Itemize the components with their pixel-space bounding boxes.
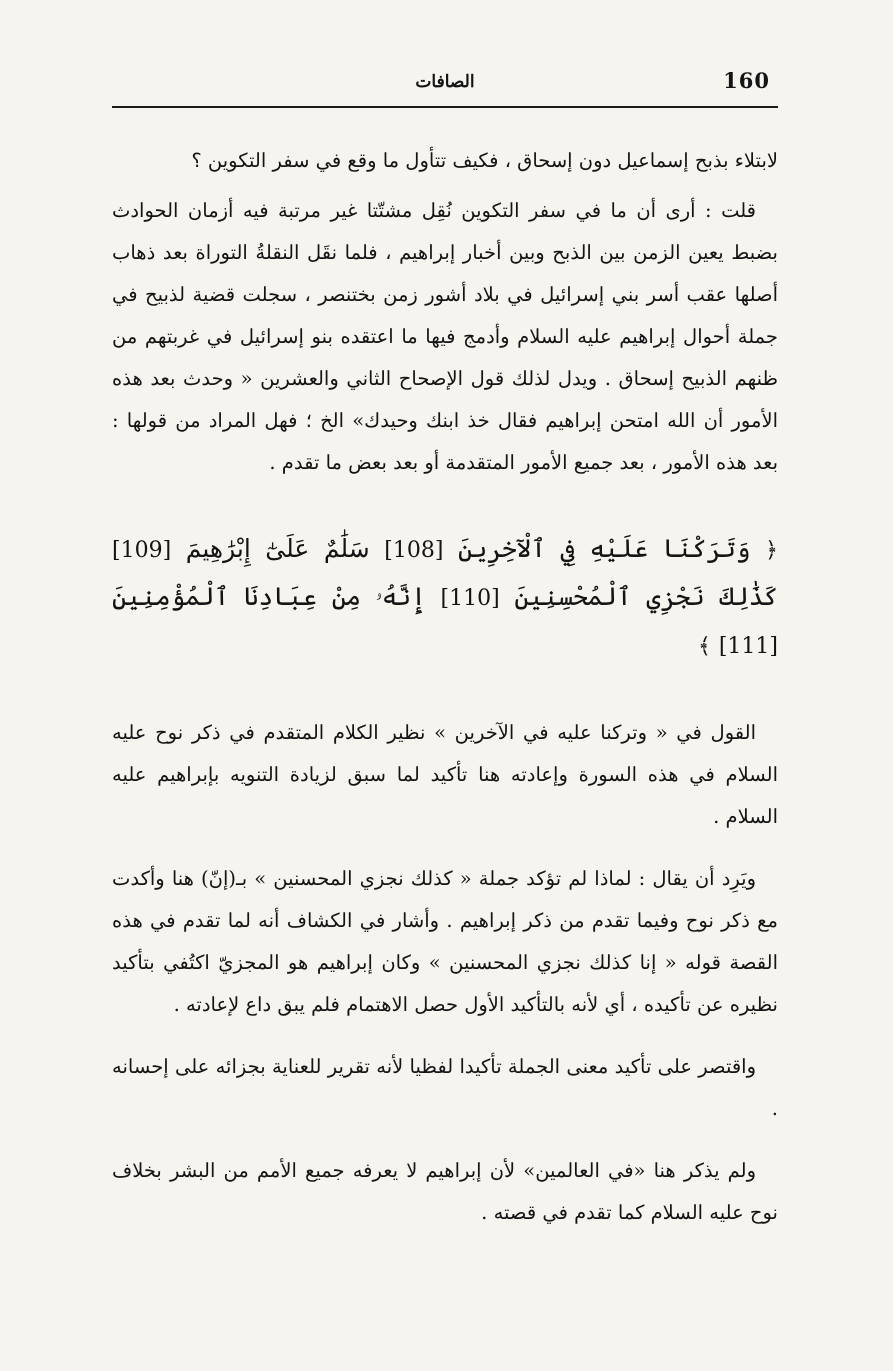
header-rule — [112, 106, 778, 108]
paragraph-1: لابتلاء بذبح إسماعيل دون إسحاق ، فكيف تتأول ما وقع في سفر التكوين ؟ — [191, 149, 778, 172]
verse-text-111: إِنَّهُۥ مِنْ عِبَادِنَا ٱلْمُؤْمِنِينَ — [112, 582, 426, 611]
verse-text-108: وَتَرَكْنَا عَلَيْهِ فِي ٱلْآخِرِينَ — [457, 534, 751, 563]
running-title: الصافات — [415, 72, 475, 92]
verse-line-2 — [112, 574, 778, 670]
verse-number-108: [108] — [384, 538, 444, 563]
verse-number-110: [110] — [440, 586, 500, 611]
quran-verse-block — [112, 526, 778, 670]
paragraph-6: ولم يذكر هنا «في العالمين» لأن إبراهيم لا يعرفه جميع الأمم من البشر بخلاف نوح عليه السلام كما تقدم في قصته . — [112, 1159, 778, 1224]
paragraph-3: القول في « وتركنا عليه في الآخرين » نظير الكلام المتقدم في ذكر نوح عليه السلام في هذه السورة وإعادته هنا تأكيد لما سبق لزيادة التنويه بإبراهيم عليه السلام . — [112, 721, 778, 828]
paragraph-2: قلت : أرى أن ما في سفر التكوين نُقِل مشتّتا غير مرتبة فيه أزمان الحوادث بضبط يعين الزمن بين الذبح وبين أخبار إبراهيم ، فلما نقَل النقلةُ التوراة بعد ذهاب أصلها عقب أسر بني إسرائيل في بلاد أشور زمن بختنصر ، سجلت قضية لذبيح في جملة أحوال إبراهيم عليه السلام وأدمج فيها ما اعتقده بنو إسرائيل في غربتهم من ظنهم الذبيح إسحاق . ويدل لذلك قول الإصحاح الثاني والعشرين « وحدث بعد هذه الأمور أن الله امتحن إبراهيم فقال خذ ابنك وحيدك» الخ ؛ فهل المراد من قولها : بعد هذه الأمور ، بعد جميع الأمور المتقدمة أو بعد بعض ما تقدم . — [112, 199, 778, 474]
verse-close-bracket: ﴾ — [697, 634, 711, 659]
paragraph-4: ويَرِد أن يقال : لماذا لم تؤكد جملة « كذلك نجزي المحسنين » بـ(إنّ) هنا وأكدت مع ذكر نوح وفيما تقدم من ذكر إبراهيم . وأشار في الكشاف أنه لما تقدم في هذه القصة قوله « إنا كذلك نجزي المحسنين » وكان إبراهيم هو المجزيّ اكتُفي بتأكيد نظيره عن تأكيده ، أي لأنه بالتأكيد الأول حصل الاهتمام فلم يبق داع لإعادته . — [112, 867, 778, 1016]
page-number: 160 — [723, 68, 770, 93]
verse-line-1 — [112, 526, 778, 574]
page-header — [112, 64, 778, 108]
page-content — [112, 140, 778, 1234]
verse-text-110: كَذَٰلِكَ نَجْزِي ٱلْمُحْسِنِينَ — [514, 582, 779, 611]
paragraph-5: واقتصر على تأكيد معنى الجملة تأكيدا لفظيا لأنه تقرير للعناية بجزائه على إحسانه . — [112, 1055, 778, 1120]
verse-open-bracket: ﴿ — [765, 538, 778, 563]
verse-text-109: سَلَٰمٌ عَلَىٰٓ إِبْرَٰهِيمَ — [185, 534, 370, 563]
verse-number-109: [109] — [112, 538, 172, 563]
verse-number-111: [111] — [718, 634, 778, 659]
